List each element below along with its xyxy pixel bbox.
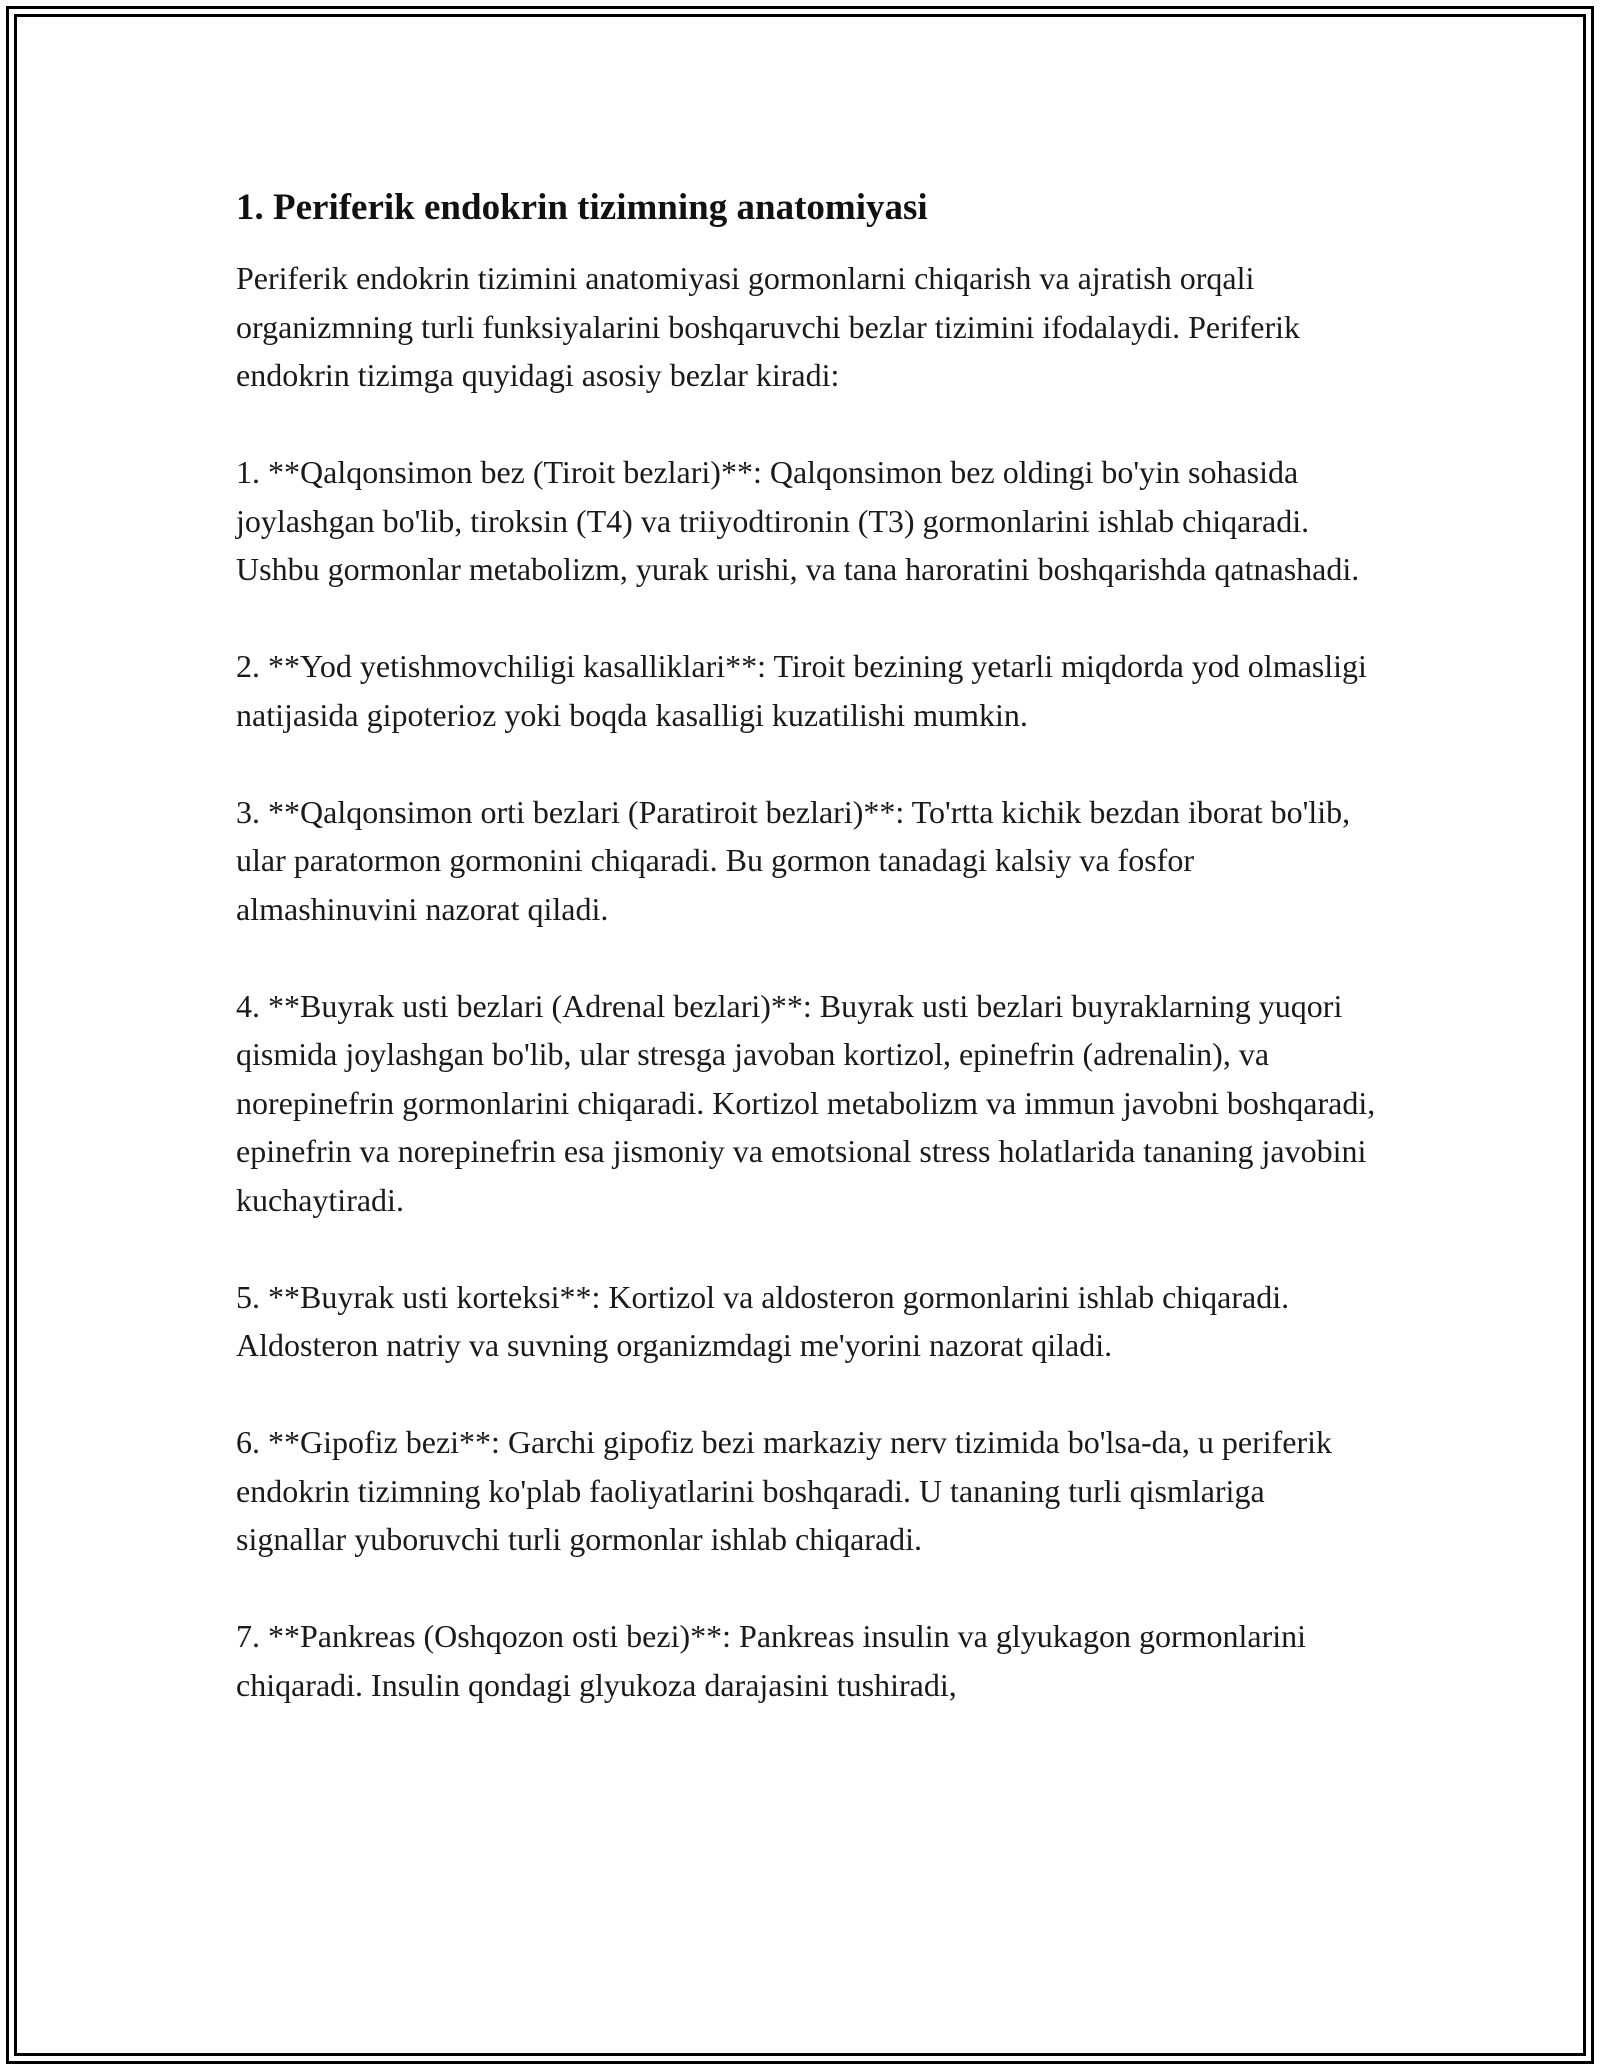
list-item-adrenal-cortex: 5. **Buyrak usti korteksi**: Kortizol va aldosteron gormonlarini ishlab chiqaradi. Aldosteron natriy va suvning organizmdagi me'yorini nazorat qiladi. xyxy=(236,1278,1290,1363)
list-item-thyroid: 1. **Qalqonsimon bez (Tiroit bezlari)**: Qalqonsimon bez oldingi bo'yin sohasida joylashgan bo'lib, tiroksin (T4) va triiyodtironin (T3) gormonlarini ishlab chiqaradi. Ushbu gormonlar metabolizm, yurak urishi, va tana haroratini boshqarishda qatnashadi. xyxy=(236,454,1360,587)
list-item-parathyroid: 3. **Qalqonsimon orti bezlari (Paratiroit bezlari)**: To'rtta kichik bezdan iborat bo'lib, ular paratormon gormonini chiqaradi. Bu gormon tanadagi kalsiy va fosfor almashinuvini nazorat qiladi. xyxy=(236,793,1351,927)
section-title: 1. Periferik endokrin tizimning anatomiyasi xyxy=(236,187,928,228)
document-body xyxy=(236,184,1376,1758)
list-item-pituitary: 6. **Gipofiz bezi**: Garchi gipofiz bezi markaziy nerv tizimida bo'lsa-da, u periferik endokrin tizimning ko'plab faoliyatlarini boshqaradi. U tananing turli qismlariga signallar yuboruvchi turli gormonlar ishlab chiqaradi. xyxy=(236,1424,1333,1557)
list-item-adrenal: 4. **Buyrak usti bezlari (Adrenal bezlari)**: Buyrak usti bezlari buyraklarning yuqori qismida joylashgan bo'lib, ular stresga javoban kortizol, epinefrin (adrenalin), va norepinefrin gormonlarini chiqaradi. Kortizol metabolizm va immun javobni boshqaradi, epinefrin va norepinefrin esa jismoniy va emotsional stress holatlarida tananing javobini kuchaytiradi. xyxy=(236,987,1376,1218)
intro-paragraph: Periferik endokrin tizimini anatomiyasi gormonlarni chiqarish va ajratish orqali organizmning turli funksiyalarini boshqaruvchi bezlar tizimini ifodalaydi. Periferik endokrin tizimga quyidagi asosiy bezlar kiradi: xyxy=(236,260,1301,393)
list-item-pancreas: 7. **Pankreas (Oshqozon osti bezi)**: Pankreas insulin va glyukagon gormonlarini chiqaradi. Insulin qondagi glyukoza darajasini tushiradi, xyxy=(236,1618,1307,1703)
list-item-iodine-deficiency: 2. **Yod yetishmovchiligi kasalliklari**: Tiroit bezining yetarli miqdorda yod olmasligi natijasida gipoterioz yoki boqda kasalligi kuzatilishi mumkin. xyxy=(236,648,1367,733)
